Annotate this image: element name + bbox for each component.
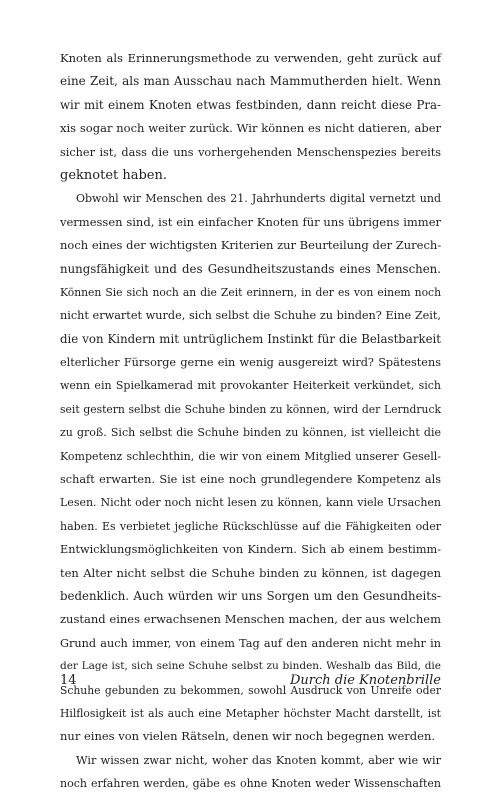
text-line: Grund auch immer, von einem Tag auf den anderen nicht mehr in — [60, 636, 441, 650]
text-line: ten Alter nicht selbst die Schuhe binden zu können, ist dagegen — [60, 565, 441, 580]
paragraph — [60, 187, 441, 748]
page-number: 14 — [60, 673, 77, 688]
text-line: wenn ein Spielkamerad mit provokanter Heiterkeit verkündet, sich — [60, 379, 441, 393]
text-line: seit gestern selbst die Schuhe binden zu können, wird der Lerndruck — [60, 402, 441, 416]
text-line: Schuhe gebunden zu bekommen, sowohl Ausdruck von Unreife oder — [60, 683, 441, 697]
text-line: vermessen sind, ist ein einfacher Knoten für uns übrigens immer — [60, 214, 441, 229]
text-line: zustand eines erwachsenen Menschen machen, der aus welchem — [60, 612, 441, 627]
text-line: nur eines von vielen Rätseln, denen wir noch begegnen werden. — [60, 729, 436, 744]
text-line: Wir wissen zwar nicht, woher das Knoten kommt, aber wie wir — [76, 753, 441, 767]
text-line: Können Sie sich noch an die Zeit erinnern, in der es von einem noch — [60, 285, 441, 299]
text-line: zu groß. Sich selbst die Schuhe binden zu können, ist vielleicht die — [60, 426, 441, 440]
text-line: der Lage ist, sich seine Schuhe selbst zu binden. Weshalb das Bild, die — [60, 660, 441, 673]
text-line: elterlicher Fürsorge gerne ein wenig ausgereizt wird? Spätestens — [60, 356, 441, 370]
paragraph — [60, 47, 441, 187]
text-line: noch erfahren werden, gäbe es ohne Knoten weder Wissenschaften — [60, 777, 441, 791]
text-line: eine Zeit, als man Ausschau nach Mammutherden hielt. Wenn — [60, 74, 441, 89]
text-line: nungsfähigkeit und des Gesundheitszustands eines Menschen. — [60, 261, 441, 276]
text-line: wir mit einem Knoten etwas festbinden, dann reicht diese Pra- — [60, 97, 441, 112]
text-line: sicher ist, dass die uns vorhergehenden Menschenspezies bereits — [60, 145, 441, 159]
text-line: noch eines der wichtigsten Kriterien zur Beurteilung der Zurech- — [60, 238, 442, 253]
text-line: Lesen. Nicht oder noch nicht lesen zu können, kann viele Ursachen — [60, 496, 441, 510]
text-line: geknotet haben. — [60, 167, 168, 183]
running-title: Durch die Knotenbrille — [289, 673, 441, 688]
text-line: die von Kindern mit untrüglichem Instinkt für die Belastbarkeit — [60, 331, 441, 346]
text-line: Kompetenz schlechthin, die wir von einem Mitglied unserer Gesell- — [60, 449, 441, 463]
paragraph — [60, 749, 441, 796]
text-line: Knoten als Erinnerungsmethode zu verwenden, geht zurück auf — [60, 51, 441, 65]
text-line: Entwicklungsmöglichkeiten von Kindern. Sich ab einem bestimm- — [60, 543, 441, 557]
text-line: haben. Es verbietet jegliche Rückschlüsse auf die Fähigkeiten oder — [60, 519, 441, 533]
text-line: xis sogar noch weiter zurück. Wir können es nicht datieren, aber — [60, 121, 441, 136]
text-line: Obwohl wir Menschen des 21. Jahrhunderts digital vernetzt und — [76, 192, 441, 206]
text-line: Hilflosigkeit ist als auch eine Metapher höchster Macht darstellt, ist — [60, 706, 441, 720]
text-line: bedenklich. Auch würden wir uns Sorgen um den Gesundheits- — [60, 588, 441, 603]
text-line: nicht erwartet wurde, sich selbst die Schuhe zu binden? Eine Zeit, — [60, 309, 441, 323]
text-line: schaft erwarten. Sie ist eine noch grundlegendere Kompetenz als — [60, 473, 441, 487]
